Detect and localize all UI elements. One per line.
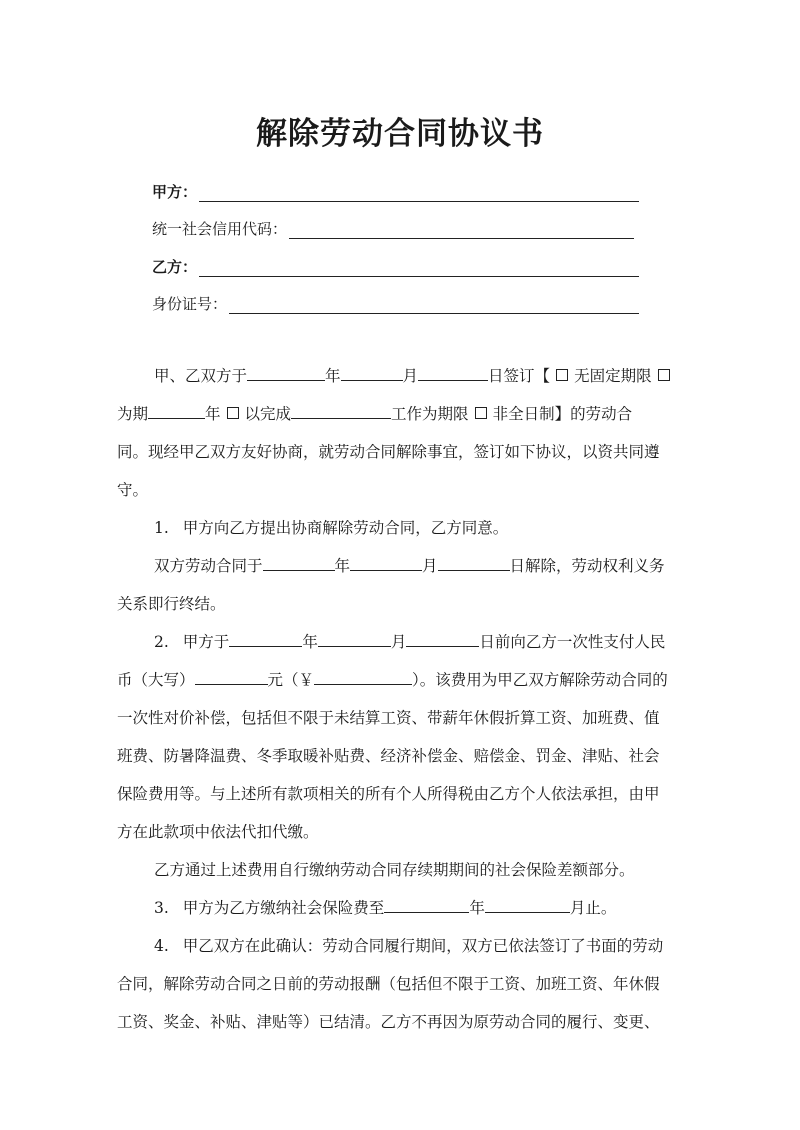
clause-text: 甲乙双方在此确认：劳动合同履行期间，双方已依法签订了书面的劳动 xyxy=(182,937,664,955)
credit-code-label: 统一社会信用代码： xyxy=(152,220,288,238)
clause-4-line-1 xyxy=(117,927,683,965)
clause-1-line-3: 关系即行终结。 xyxy=(117,595,226,613)
sign-month-blank xyxy=(341,366,403,381)
clause-1-line-1 xyxy=(117,509,683,547)
party-a-label: 甲方： xyxy=(152,183,198,201)
sign-year-blank xyxy=(247,366,325,381)
clause-text: 日前向乙方一次性支付人民 xyxy=(479,633,666,651)
clause-2-line-3: 一次性对价补偿，包括但不限于未结算工资、带薪年休假折算工资、加班费、值 xyxy=(117,709,660,727)
clause-text: 甲方向乙方提出协商解除劳动合同，乙方同意。 xyxy=(182,519,509,537)
clause-text: 币（大写） xyxy=(117,671,195,689)
checkbox-term-period[interactable] xyxy=(658,369,670,381)
id-number-blank xyxy=(229,295,639,314)
clause-text: 月 xyxy=(390,633,407,651)
party-b-blank xyxy=(199,258,639,277)
clause-3-line-1 xyxy=(117,889,683,927)
payment-month-blank xyxy=(318,632,391,647)
clause-text: 双方劳动合同于 xyxy=(154,557,263,575)
clause-text: 年 xyxy=(469,899,485,917)
clause-number: 3. xyxy=(154,899,169,917)
intro-text: 年 xyxy=(205,405,221,423)
clause-text: ）。该费用为甲乙双方解除劳动合同的 xyxy=(412,671,668,689)
checkbox-fixed-term[interactable] xyxy=(556,369,568,381)
insurance-month-blank xyxy=(485,898,570,913)
clause-text: 甲方为乙方缴纳社会保险费至 xyxy=(182,899,385,917)
intro-line-3: 同。现经甲乙双方友好协商，就劳动合同解除事宜，签订如下协议，以资共同遵 xyxy=(117,443,660,461)
intro-line-4: 守。 xyxy=(117,481,149,499)
intro-text: 以完成 xyxy=(244,405,292,423)
payment-year-blank xyxy=(229,632,302,647)
intro-line-1 xyxy=(117,357,683,395)
clause-1-line-2 xyxy=(117,547,683,585)
intro-text: 月 xyxy=(402,367,419,385)
amount-number-blank xyxy=(314,670,412,685)
clause-4-line-2: 合同，解除劳动合同之日前的劳动报酬（包括但不限于工资、加班工资、年休假 xyxy=(117,975,660,993)
clause-2-line-5: 保险费用等。与上述所有款项相关的所有个人所得税由乙方个人依法承担，由甲 xyxy=(117,785,660,803)
checkbox-task-based[interactable] xyxy=(227,407,239,419)
payment-day-blank xyxy=(406,632,479,647)
intro-text: 工作为期限 xyxy=(391,405,469,423)
termination-year-blank xyxy=(263,556,335,571)
intro-text: 年 xyxy=(325,367,341,385)
intro-text: 无固定期限 xyxy=(574,367,652,385)
checkbox-part-time[interactable] xyxy=(475,407,487,419)
amount-words-blank xyxy=(195,670,268,685)
party-b-field xyxy=(152,251,639,277)
id-number-field xyxy=(152,288,639,314)
clause-number: 2. xyxy=(154,633,169,651)
party-a-field xyxy=(152,176,639,202)
intro-text: 非全日制】的劳动合 xyxy=(492,405,633,423)
clause-text: 年 xyxy=(334,557,351,575)
termination-month-blank xyxy=(350,556,422,571)
clause-number: 4. xyxy=(154,937,169,955)
task-blank xyxy=(291,404,391,419)
clause-2-line-2 xyxy=(117,661,683,699)
agreement-body xyxy=(117,357,683,1041)
insurance-year-blank xyxy=(384,898,469,913)
clause-2-line-6: 方在此款项中依法代扣代缴。 xyxy=(117,823,319,841)
party-a-blank xyxy=(199,183,639,202)
clause-text: 年 xyxy=(302,633,318,651)
id-number-label: 身份证号： xyxy=(152,295,228,313)
party-b-label: 乙方： xyxy=(152,258,198,276)
intro-text: 甲、乙双方于 xyxy=(154,367,248,385)
termination-day-blank xyxy=(438,556,510,571)
clause-2-line-7: 乙方通过上述费用自行缴纳劳动合同存续期期间的社会保险差额部分。 xyxy=(154,861,635,879)
clause-text: 甲方于 xyxy=(182,633,230,651)
clause-text: 月 xyxy=(422,557,438,575)
clause-2-line-4: 班费、防暑降温费、冬季取暖补贴费、经济补偿金、赔偿金、罚金、津贴、社会 xyxy=(117,747,660,765)
clause-text: 月止。 xyxy=(569,899,617,917)
term-years-blank xyxy=(148,404,205,419)
credit-code-field xyxy=(152,213,634,239)
intro-line-2 xyxy=(117,395,683,433)
clause-number: 1. xyxy=(154,519,169,537)
credit-code-blank xyxy=(289,220,634,239)
clause-text: 日解除，劳动权利义务 xyxy=(509,557,665,575)
sign-day-blank xyxy=(418,366,488,381)
clause-4-line-3: 工资、奖金、补贴、津贴等）已结清。乙方不再因为原劳动合同的履行、变更、 xyxy=(117,1013,660,1031)
document-title: 解除劳动合同协议书 xyxy=(256,116,544,152)
intro-text: 为期 xyxy=(117,405,149,423)
clause-2-line-1 xyxy=(117,623,683,661)
clause-text: 元（￥ xyxy=(267,671,315,689)
intro-text: 日签订【 xyxy=(488,367,551,385)
